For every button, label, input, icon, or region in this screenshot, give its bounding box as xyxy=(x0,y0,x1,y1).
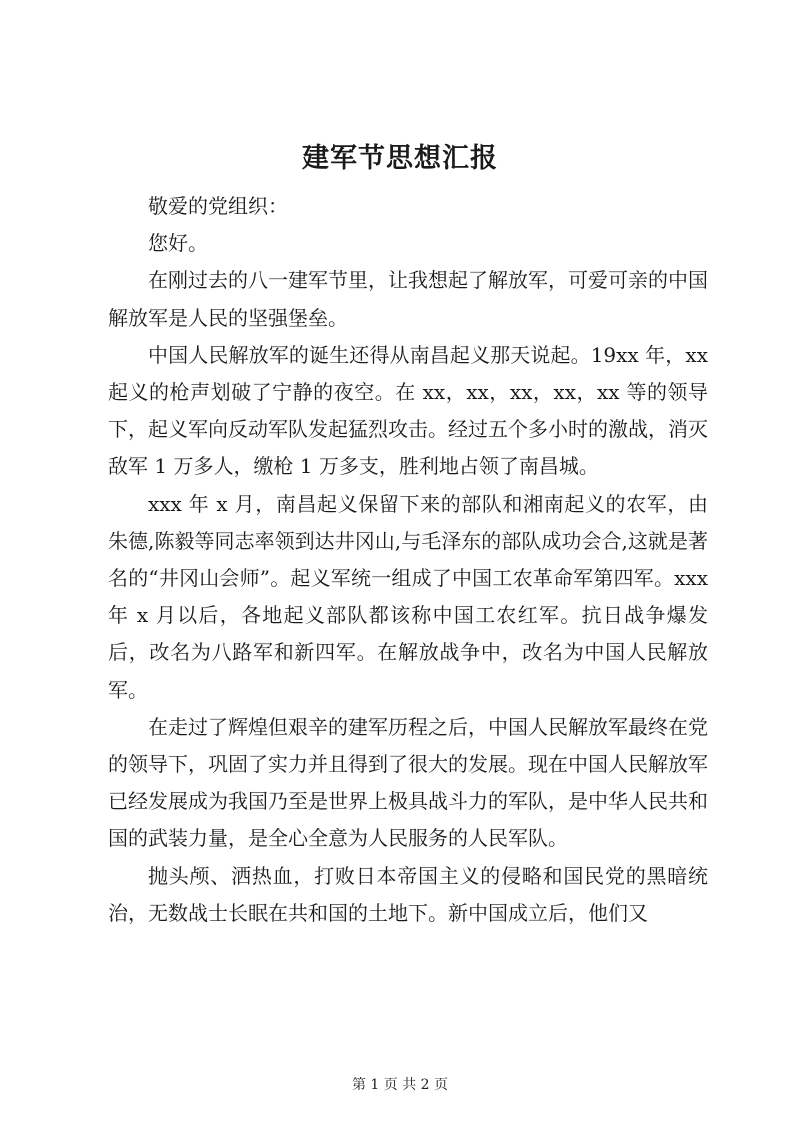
salutation: 敬爱的党组织： xyxy=(148,194,288,218)
paragraph: 在刚过去的八一建军节里，让我想起了解放军，可爱可亲的中国解放军是人民的坚强堡垒。 xyxy=(108,268,708,330)
document-title: 建军节思想汇报 xyxy=(302,143,498,174)
greeting: 您好。 xyxy=(148,231,208,256)
paragraph: 中国人民解放军的诞生还得从南昌起义那天说起。19xx 年，xx 起义的枪声划破了宁静的夜空。在 xx，xx，xx，xx，xx 等的领导下，起义军向反动军队发起猛烈攻击。经过五个多小时的激战，消灭敌军 1 万多人，缴枪 1 万多支，胜利地占领了南昌城。 xyxy=(108,342,708,479)
document-body xyxy=(108,188,708,932)
page-footer: 第 1 页 共 2 页 xyxy=(351,1077,449,1093)
paragraph: 抛头颅、洒热血，打败日本帝国主义的侵略和国民党的黑暗统治，无数战士长眠在共和国的土地下。新中国成立后，他们又 xyxy=(108,863,708,925)
paragraph: 在走过了辉煌但艰辛的建军历程之后，中国人民解放军最终在党的领导下，巩固了实力并且得到了很大的发展。现在中国人民解放军已经发展成为我国乃至是世界上极具战斗力的军队，是中华人民共和国的武装力量，是全心全意为人民服务的人民军队。 xyxy=(108,714,708,851)
paragraph: xxx 年 x 月，南昌起义保留下来的部队和湘南起义的农军，由朱德,陈毅等同志率领到达井冈山,与毛泽东的部队成功会合,这就是著名的“井冈山会师”。起义军统一组成了中国工农革命军第四军。xxx 年 x 月以后，各地起义部队都该称中国工农红军。抗日战争爆发后，改名为八路军和新四军。在解放战争中，改名为中国人民解放军。 xyxy=(108,491,708,702)
